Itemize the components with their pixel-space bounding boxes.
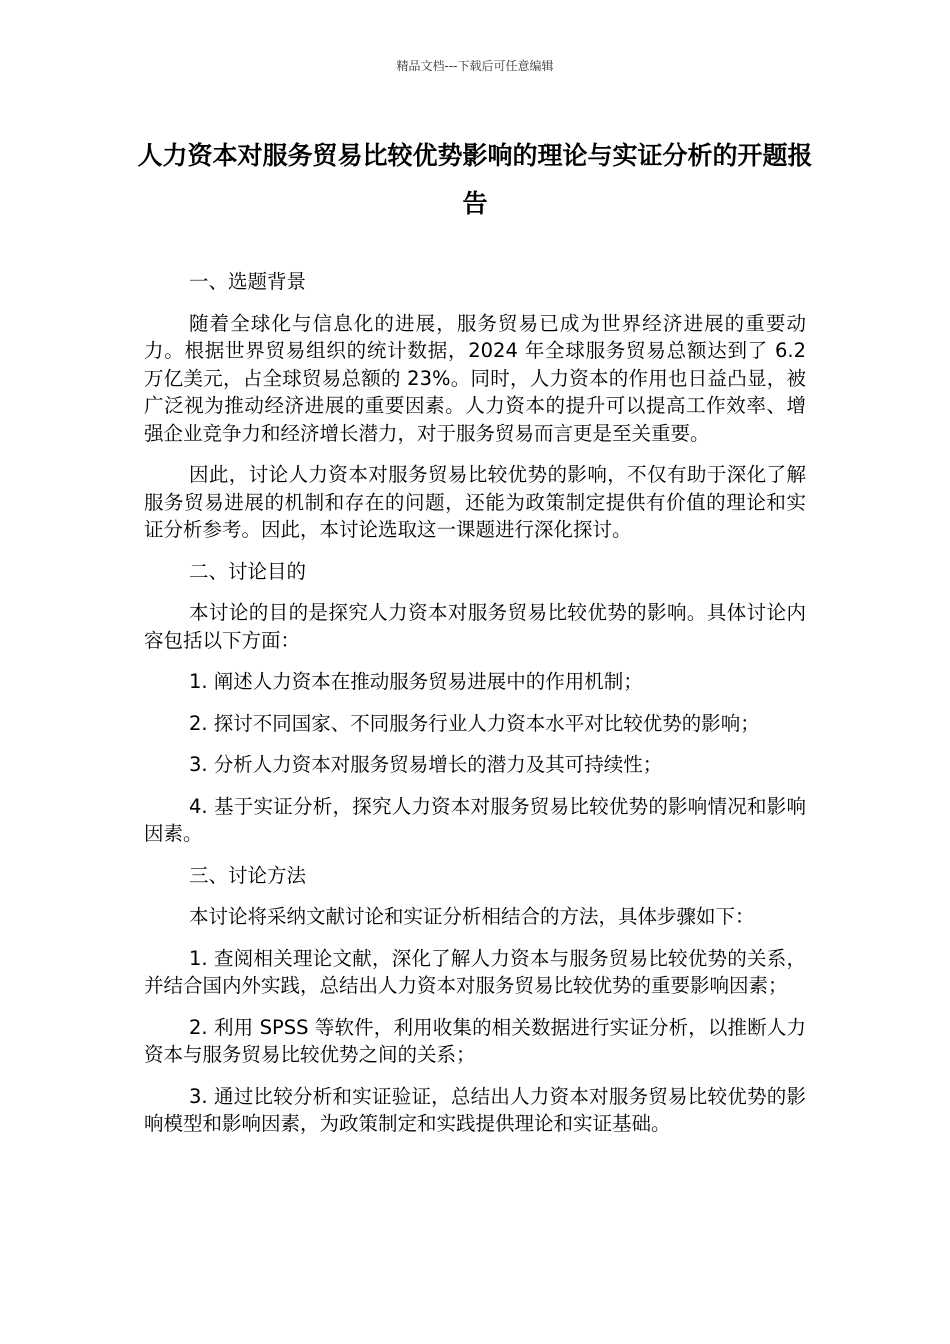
list-item-purpose-4: 4. 基于实证分析，探究人力资本对服务贸易比较优势的影响情况和影响因素。 <box>144 794 806 845</box>
paragraph-purpose-intro: 本讨论的目的是探究人力资本对服务贸易比较优势的影响。具体讨论内容包括以下方面： <box>144 601 806 652</box>
paragraph-background-1: 随着全球化与信息化的进展，服务贸易已成为世界经济进展的重要动力。根据世界贸易组织的统计数据，2024 年全球服务贸易总额达到了 6.2 万亿美元，占全球贸易总额的 23%。同时，人力资本的作用也日益凸显，被广泛视为推动经济进展的重要因素。人力资本的提升可以提高工作效率、增强企业竞争力和经济增长潜力，对于服务贸易而言更是至关重要。 <box>144 311 806 445</box>
section-heading-purpose: 二、讨论目的 <box>189 559 307 583</box>
paragraph-method-intro: 本讨论将采纳文献讨论和实证分析相结合的方法，具体步骤如下： <box>189 905 755 928</box>
list-item-purpose-3: 3. 分析人力资本对服务贸易增长的潜力及其可持续性； <box>189 753 663 776</box>
list-item-purpose-2: 2. 探讨不同国家、不同服务行业人力资本水平对比较优势的影响； <box>189 711 760 735</box>
list-item-method-3: 3. 通过比较分析和实证验证，总结出人力资本对服务贸易比较优势的影响模型和影响因素，为政策制定和实践提供理论和实证基础。 <box>144 1084 806 1135</box>
paragraph-background-2: 因此，讨论人力资本对服务贸易比较优势的影响，不仅有助于深化了解服务贸易进展的机制和存在的问题，还能为政策制定提供有价值的理论和实证分析参考。因此，本讨论选取这一课题进行深化探讨。 <box>144 463 806 541</box>
section-heading-background: 一、选题背景 <box>189 270 307 293</box>
section-heading-method: 三、讨论方法 <box>189 863 307 887</box>
header-note: 精品文档---下载后可任意编辑 <box>396 59 554 73</box>
document-title: 人力资本对服务贸易比较优势影响的理论与实证分析的开题报告 <box>137 141 813 218</box>
list-item-method-2: 2. 利用 SPSS 等软件，利用收集的相关数据进行实证分析，以推断人力资本与服务贸易比较优势之间的关系； <box>144 1015 806 1066</box>
document-body <box>144 268 806 1152</box>
list-item-purpose-1: 1. 阐述人力资本在推动服务贸易进展中的作用机制； <box>189 670 643 693</box>
list-item-method-1: 1. 查阅相关理论文献，深化了解人力资本与服务贸易比较优势的关系，并结合国内外实践，总结出人力资本对服务贸易比较优势的重要影响因素； <box>144 946 806 997</box>
